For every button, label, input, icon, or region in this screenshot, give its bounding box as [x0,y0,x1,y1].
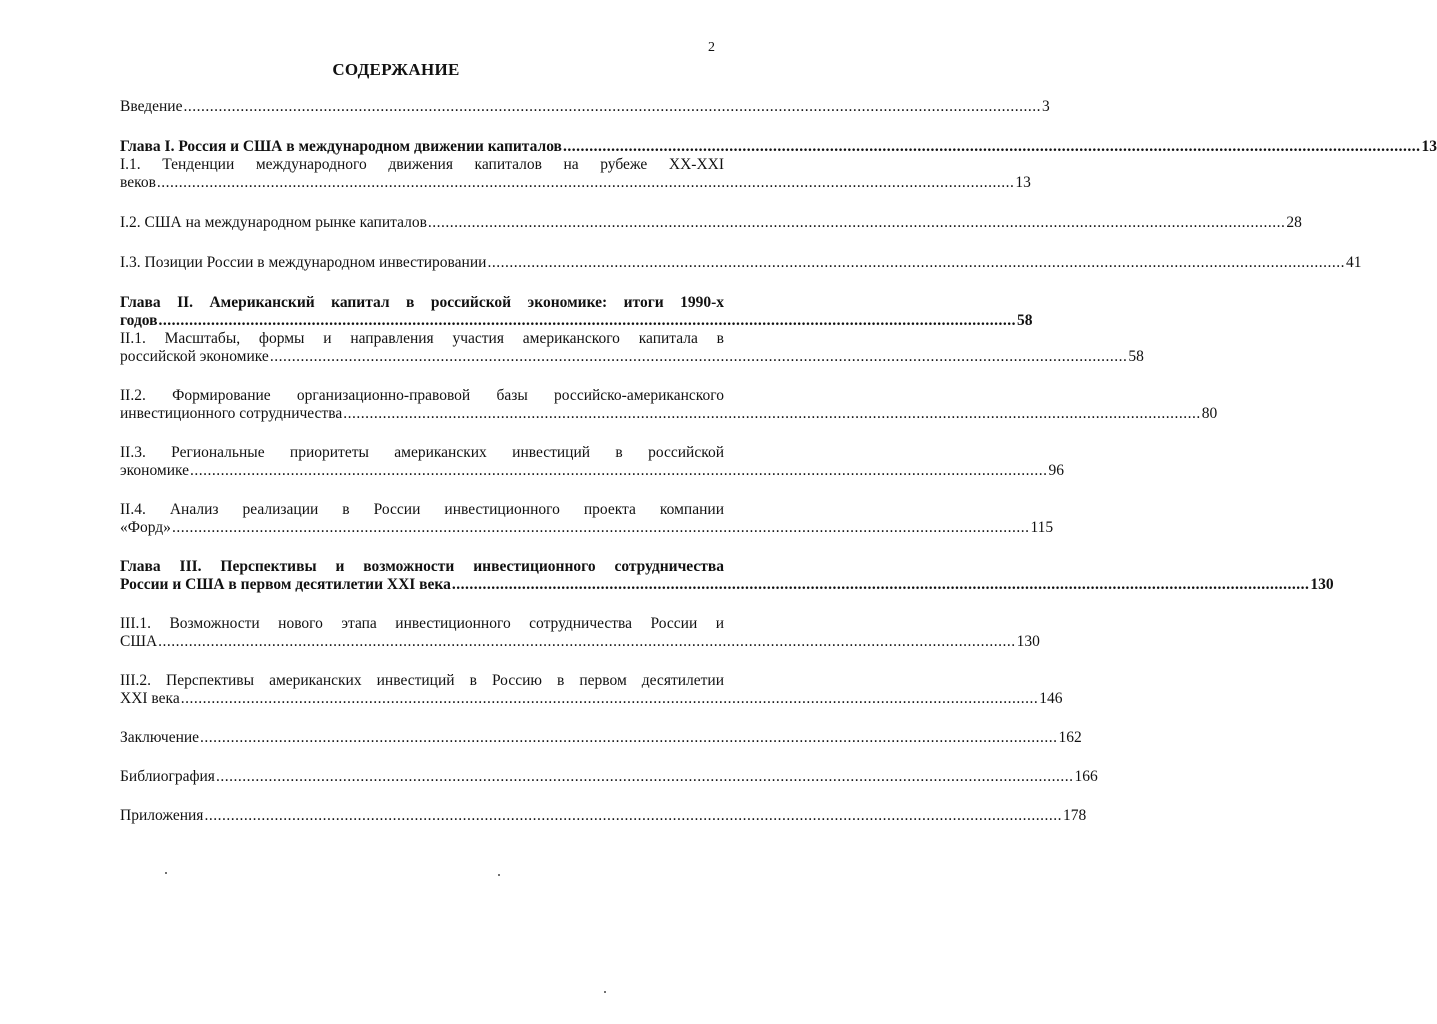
page-title: СОДЕРЖАНИЕ [332,60,460,79]
dot-leader: .................................................................................................................................................................................................... [215,768,1074,785]
toc-entry-page: 80 [1201,405,1218,422]
scan-speck [498,874,500,876]
toc-entry-section-1-2[interactable] [120,214,1302,232]
toc-entry-conclusion[interactable] [120,729,1082,747]
toc-entry-page: 130 [1016,633,1040,650]
toc-entry-page: 146 [1039,690,1063,707]
toc-entry-label: Глава I. Россия и США в международном движении капиталов [120,138,562,155]
dot-leader: .................................................................................................................................................................................................... [204,807,1062,824]
scan-speck [604,991,606,993]
toc-entry-label-line-1: Глава II. Американский капитал в российской экономике: итоги 1990-х [120,294,724,311]
toc-entry-page: 166 [1074,768,1098,785]
dot-leader: .................................................................................................................................................................................................... [183,98,1041,115]
dot-leader: .................................................................................................................................................................................................... [158,312,1017,329]
dot-leader: .................................................................................................................................................................................................... [180,690,1039,707]
toc-entry-page: 13 [1421,138,1437,155]
toc-entry-section-3-2[interactable] [120,672,1063,708]
dot-leader: .................................................................................................................................................................................................... [487,254,1345,271]
dot-leader: .................................................................................................................................................................................................... [427,214,1286,231]
dot-leader: .................................................................................................................................................................................................... [190,462,1048,479]
toc-entry-page: 28 [1286,214,1302,231]
dot-leader: .................................................................................................................................................................................................... [200,729,1058,746]
toc-entry-label-line-1: II.1. Масштабы, формы и направления участия американского капитала в [120,330,724,347]
toc-entry-page: 58 [1017,312,1033,329]
dot-leader: .................................................................................................................................................................................................... [451,576,1310,593]
toc-entry-label-line-1: II.2. Формирование организационно-правовой базы российско-американского [120,387,724,404]
toc-entry-introduction[interactable] [120,98,1050,116]
toc-entry-label: Введение [120,98,183,115]
toc-entry-label: I.3. Позиции России в международном инвестировании [120,254,487,271]
page-number: 2 [708,40,715,55]
toc-entry-page: 115 [1030,519,1054,536]
toc-entry-label-line-1: I.1. Тенденции международного движения капиталов на рубеже XX-XXI [120,156,724,173]
toc-entry-label-line-1: II.3. Региональные приоритеты американских инвестиций в российской [120,444,724,461]
toc-entry-page: 3 [1041,98,1050,115]
toc-entry-section-1-3[interactable] [120,254,1362,272]
toc-entry-label-line-1: II.4. Анализ реализации в России инвестиционного проекта компании [120,501,724,518]
toc-entry-label-line-2: XXI века [120,690,180,707]
toc-entry-label-line-1: III.2. Перспективы американских инвестиций в Россию в первом десятилетии [120,672,724,689]
toc-entry-appendices[interactable] [120,807,1087,825]
toc-entry-label-line-2: США [120,633,158,650]
toc-entry-chapter-2[interactable] [120,294,1033,330]
toc-entry-section-1-1[interactable] [120,156,1031,192]
table-of-contents [120,98,1437,825]
dot-leader: .................................................................................................................................................................................................... [171,519,1030,536]
toc-entry-page: 178 [1062,807,1087,824]
toc-entry-section-2-2[interactable] [120,387,1218,423]
scan-speck [165,872,167,874]
toc-entry-label-line-2: российской экономике [120,348,269,365]
toc-entry-chapter-1[interactable] [120,138,1437,156]
toc-entry-section-2-1[interactable] [120,330,1144,366]
toc-entry-label-line-1: Глава III. Перспективы и возможности инвестиционного сотрудничества [120,558,724,575]
toc-entry-label: Приложения [120,807,204,824]
toc-entry-page: 162 [1058,729,1082,746]
toc-entry-chapter-3[interactable] [120,558,1334,594]
dot-leader: .................................................................................................................................................................................................... [343,405,1201,422]
dot-leader: .................................................................................................................................................................................................... [562,138,1421,155]
dot-leader: .................................................................................................................................................................................................... [269,348,1128,365]
toc-entry-bibliography[interactable] [120,768,1098,786]
toc-entry-label: Библиография [120,768,215,785]
toc-entry-label-line-2: России и США в первом десятилетии XXI века [120,576,451,593]
toc-entry-section-2-4[interactable] [120,501,1054,537]
dot-leader: .................................................................................................................................................................................................... [158,633,1016,650]
toc-entry-label-line-1: III.1. Возможности нового этапа инвестиционного сотрудничества России и [120,615,724,632]
toc-entry-label-line-2: веков [120,174,156,191]
toc-entry-label-line-2: годов [120,312,158,329]
toc-entry-label-line-2: экономике [120,462,190,479]
dot-leader: .................................................................................................................................................................................................... [156,174,1015,191]
toc-entry-label: Заключение [120,729,200,746]
toc-entry-page: 41 [1345,254,1362,271]
toc-entry-page: 58 [1128,348,1144,365]
toc-entry-label-line-2: инвестиционного сотрудничества [120,405,343,422]
toc-entry-page: 130 [1310,576,1334,593]
toc-entry-label-line-2: «Форд» [120,519,171,536]
toc-entry-page: 13 [1015,174,1031,191]
toc-entry-section-3-1[interactable] [120,615,1040,651]
toc-entry-page: 96 [1048,462,1065,479]
toc-entry-section-2-3[interactable] [120,444,1065,480]
toc-entry-label: I.2. США на международном рынке капиталов [120,214,427,231]
